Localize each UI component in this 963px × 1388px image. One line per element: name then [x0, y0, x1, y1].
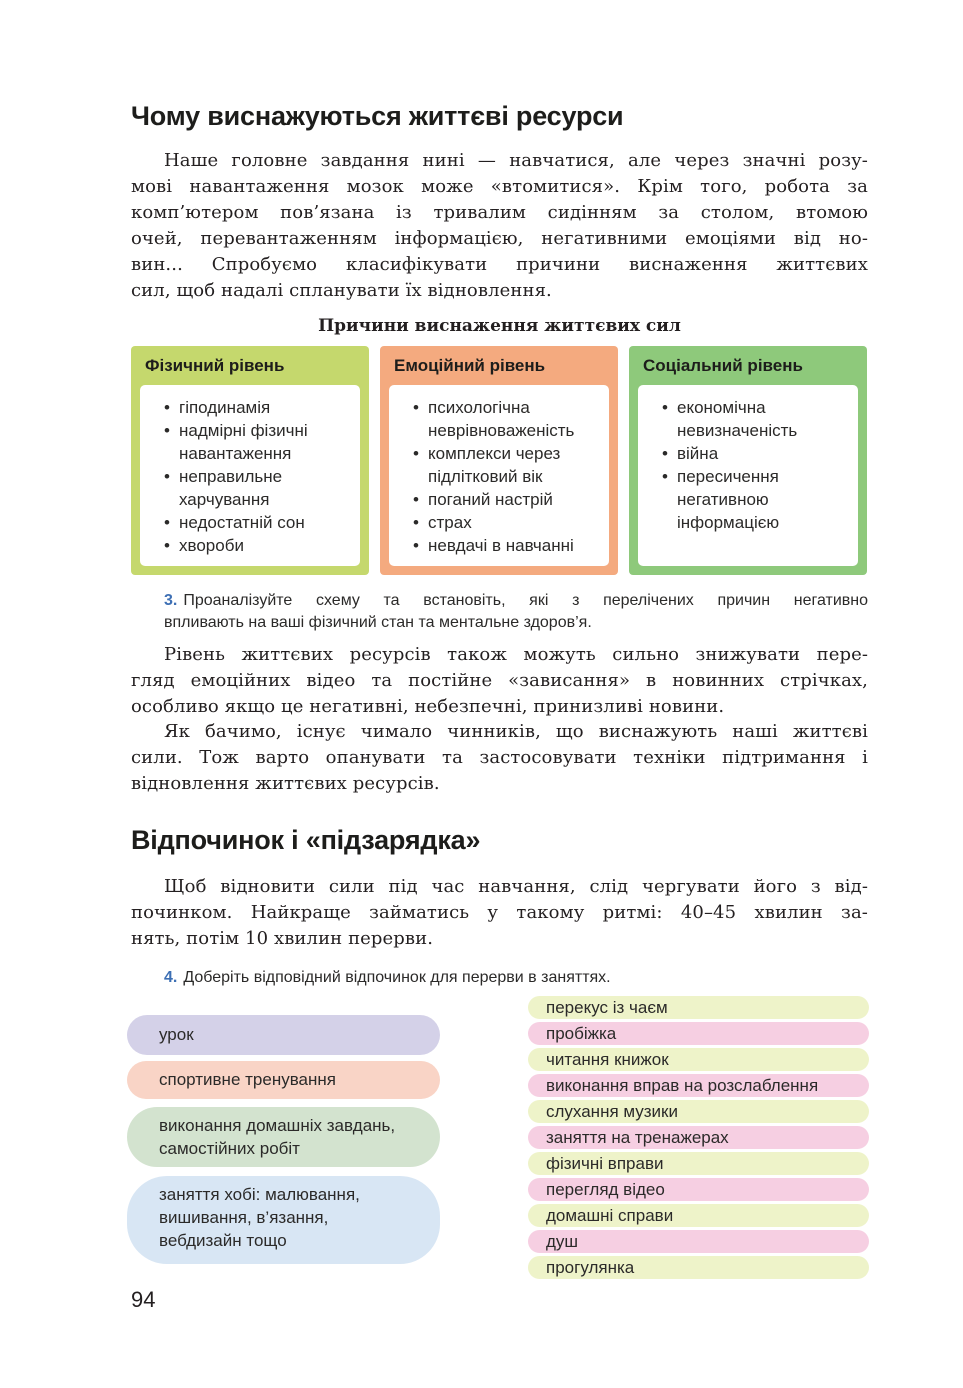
list-item: • страх — [410, 511, 605, 534]
section-heading-rest: Відпочинок і «підзарядка» — [131, 825, 481, 855]
task-3 — [164, 590, 868, 634]
list-item: • невдачі в навчанні — [410, 534, 605, 557]
panel-body — [140, 385, 360, 566]
list-item: • неправильне харчування — [161, 465, 356, 511]
list-item: • недостатній сон — [161, 511, 356, 534]
rest-option: слухання музики — [528, 1100, 869, 1123]
paragraph-line: нять, потім 10 хвилин перерви. — [131, 928, 434, 949]
activity-label: заняття хобі: малювання, вишивання, в’язання, вебдизайн тощо — [159, 1185, 360, 1250]
task-4 — [164, 967, 868, 989]
rest-paragraph — [131, 874, 868, 952]
panel-list — [659, 396, 854, 534]
rest-option: прогулянка — [528, 1256, 869, 1279]
panel-social-level — [629, 346, 867, 575]
rest-option: виконання вправ на розслаблення — [528, 1074, 869, 1097]
task-text: Доберіть відповідний відпочинок для перерви в заняттях. — [183, 969, 611, 986]
paragraph-line: комп’ютером пов’язана із тривалим сидінням за столом, втомою — [131, 202, 868, 223]
paragraph-line: Як бачимо, існує чимало чинників, що виснажують наші життєві — [164, 721, 868, 742]
rest-option: пробіжка — [528, 1022, 869, 1045]
rest-option: фізичні вправи — [528, 1152, 869, 1175]
list-item: • комплекси через підлітковий вік — [410, 442, 605, 488]
panel-list — [410, 396, 605, 557]
task-line — [164, 590, 868, 612]
list-item: • гіподинамія — [161, 396, 356, 419]
paragraph-line: відновлення життєвих ресурсів. — [131, 773, 440, 794]
panel-title: Емоційний рівень — [394, 356, 546, 375]
panel-list — [161, 396, 356, 557]
list-item: • війна — [659, 442, 854, 465]
paragraph-news — [131, 642, 868, 720]
paragraph-line: мові навантаження мозок може «втомитися». Крім того, робота за — [131, 176, 868, 197]
paragraph-line: особливо якщо це негативні, небезпечні, принизливі новини. — [131, 696, 725, 717]
panel-body — [638, 385, 858, 566]
page-number: 94 — [131, 1287, 156, 1312]
panel-title: Соціальний рівень — [643, 356, 803, 375]
task-number: 4. — [164, 969, 178, 986]
list-item: • психологічна неврівноваженість — [410, 396, 605, 442]
rest-option: читання книжок — [528, 1048, 869, 1071]
task-number: 3. — [164, 592, 178, 609]
activity-label: урок — [159, 1025, 194, 1044]
panel-physical-level — [131, 346, 369, 575]
intro-paragraph — [131, 148, 868, 304]
paragraph-line: гляд емоційних відео та постійне «зависання» в новинних стрічках, — [131, 670, 868, 691]
task-line — [164, 967, 868, 989]
paragraph-line: Щоб відновити сили під час навчання, слід чергувати його з від- — [164, 876, 868, 897]
activity-label: спортивне тренування — [159, 1070, 336, 1089]
activity-sport-training — [127, 1061, 440, 1099]
list-item: • економічна невизначеність — [659, 396, 854, 442]
panel-emotional-level — [380, 346, 618, 575]
rest-option: домашні справи — [528, 1204, 869, 1227]
paragraph-line: очей, перевантаженням інформацією, негативними емоціями від но- — [131, 228, 868, 249]
rest-option: перегляд відео — [528, 1178, 869, 1201]
activity-hobby — [127, 1176, 440, 1264]
paragraph-line: Наше головне завдання нині — навчатися, але через значні розу- — [164, 150, 868, 171]
rest-option: перекус із чаєм — [528, 996, 869, 1019]
section-heading-resources: Чому виснажуються життєві ресурси — [131, 101, 624, 131]
rest-option: заняття на тренажерах — [528, 1126, 869, 1149]
list-item: • пересичення негативною інформацією — [659, 465, 854, 534]
panel-body — [389, 385, 609, 566]
paragraph-line: Рівень життєвих ресурсів також можуть сильно знижувати пере- — [164, 644, 868, 665]
paragraph-line: сил, щоб надалі спланувати їх відновлення. — [131, 280, 552, 301]
task-line: впливають на ваші фізичний стан та ментальне здоров’я. — [164, 614, 592, 631]
paragraph-line: починком. Найкраще займатись у такому ритмі: 40–45 хвилин за- — [131, 902, 868, 923]
diagram-caption: Причини виснаження життєвих сил — [318, 316, 681, 336]
task-text: Проаналізуйте схему та встановіть, які з перелічених причин негативно — [183, 592, 868, 609]
paragraph-techniques — [131, 719, 868, 797]
paragraph-line: вин... Спробуємо класифікувати причини виснаження життєвих — [131, 254, 868, 275]
paragraph-line: сили. Тож варто опанувати та застосовувати техніки підтримання і — [131, 747, 868, 768]
activity-homework — [127, 1107, 440, 1167]
list-item: • надмірні фізичні навантаження — [161, 419, 356, 465]
rest-option: душ — [528, 1230, 869, 1253]
list-item: • хвороби — [161, 534, 356, 557]
list-item: • поганий настрій — [410, 488, 605, 511]
activity-label: виконання домашніх завдань, самостійних робіт — [159, 1116, 396, 1158]
activity-lesson — [127, 1015, 440, 1055]
panel-title: Фізичний рівень — [145, 356, 285, 375]
